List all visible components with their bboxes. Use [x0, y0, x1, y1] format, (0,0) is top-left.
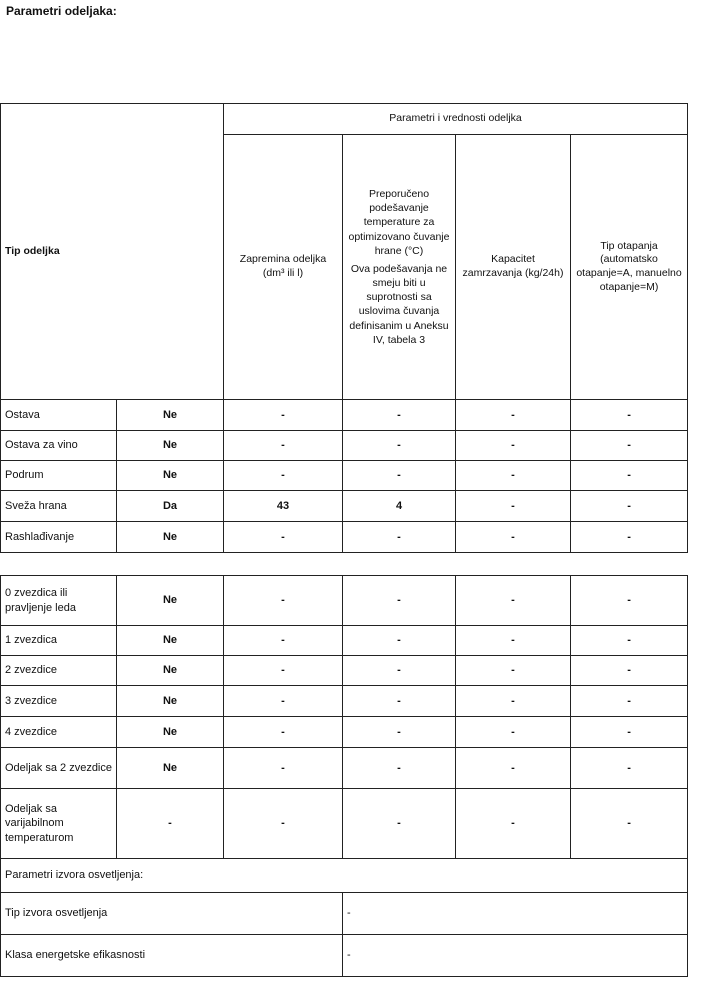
row-temp-cell: - — [343, 748, 456, 789]
row-present-cell: Ne — [117, 431, 224, 461]
row-present-cell: Ne — [117, 686, 224, 717]
row-defrost-cell: - — [571, 656, 688, 686]
row-defrost-cell: - — [571, 431, 688, 461]
row-defrost-cell: - — [571, 686, 688, 717]
table-row — [1, 431, 688, 461]
header-type-cell: Tip odeljka — [1, 104, 224, 400]
table-row — [1, 686, 688, 717]
row-freeze-cell: - — [456, 789, 571, 859]
row-volume-cell: - — [224, 748, 343, 789]
row-temp-cell: 4 — [343, 491, 456, 522]
lighting-type-value: - — [343, 893, 688, 935]
row-temp-cell: - — [343, 686, 456, 717]
row-defrost-cell: - — [571, 626, 688, 656]
table-row — [1, 717, 688, 748]
header-freeze-cell: Kapacitet zamrzavanja (kg/24h) — [456, 135, 571, 400]
row-volume-cell: - — [224, 522, 343, 553]
row-name-cell: 1 zvezdica — [1, 626, 117, 656]
row-freeze-cell: - — [456, 656, 571, 686]
row-defrost-cell: - — [571, 400, 688, 431]
row-defrost-cell: - — [571, 748, 688, 789]
lighting-class-label: Klasa energetske efikasnosti — [1, 935, 343, 977]
table-row — [1, 789, 688, 859]
header-temp-cell: Preporučeno podešavanje temperature za optimizovano čuvanje hrane (°C) Ova podešavanja ne smeju biti u suprotnosti sa uslovima čuvanja definisanim u Aneksu IV, tabela 3 — [343, 135, 456, 400]
row-temp-cell: - — [343, 400, 456, 431]
row-temp-cell: - — [343, 522, 456, 553]
row-defrost-cell: - — [571, 491, 688, 522]
row-freeze-cell: - — [456, 748, 571, 789]
table-row — [1, 576, 688, 626]
compartment-table — [0, 103, 688, 977]
table-row — [1, 626, 688, 656]
row-present-cell: Ne — [117, 461, 224, 491]
row-defrost-cell: - — [571, 717, 688, 748]
header-group-cell: Parametri i vrednosti odeljka — [224, 104, 688, 135]
row-defrost-cell: - — [571, 522, 688, 553]
gap-cell — [1, 553, 688, 576]
row-temp-cell: - — [343, 431, 456, 461]
row-temp-cell: - — [343, 576, 456, 626]
row-freeze-cell: - — [456, 717, 571, 748]
row-present-cell: - — [117, 789, 224, 859]
row-volume-cell: - — [224, 576, 343, 626]
row-defrost-cell: - — [571, 576, 688, 626]
row-volume-cell: - — [224, 789, 343, 859]
header-defrost-cell: Tip otapanja (automatsko otapanje=A, manuelno otapanje=M) — [571, 135, 688, 400]
row-temp-cell: - — [343, 789, 456, 859]
row-present-cell: Ne — [117, 522, 224, 553]
row-freeze-cell: - — [456, 400, 571, 431]
row-name-cell: Odeljak sa 2 zvezdice — [1, 748, 117, 789]
row-present-cell: Ne — [117, 748, 224, 789]
row-name-cell: Rashlađivanje — [1, 522, 117, 553]
row-present-cell: Ne — [117, 576, 224, 626]
row-freeze-cell: - — [456, 686, 571, 717]
row-freeze-cell: - — [456, 626, 571, 656]
table-row — [1, 461, 688, 491]
row-present-cell: Ne — [117, 400, 224, 431]
row-name-cell: 4 zvezdice — [1, 717, 117, 748]
row-name-cell: 0 zvezdica ili pravljenje leda — [1, 576, 117, 626]
row-name-cell: 2 zvezdice — [1, 656, 117, 686]
row-freeze-cell: - — [456, 431, 571, 461]
row-freeze-cell: - — [456, 576, 571, 626]
table-row — [1, 748, 688, 789]
row-present-cell: Ne — [117, 626, 224, 656]
table-row — [1, 656, 688, 686]
table-row — [1, 522, 688, 553]
row-volume-cell: 43 — [224, 491, 343, 522]
row-name-cell: Ostava za vino — [1, 431, 117, 461]
lighting-type-label: Tip izvora osvetljenja — [1, 893, 343, 935]
row-name-cell: Sveža hrana — [1, 491, 117, 522]
row-temp-cell: - — [343, 626, 456, 656]
row-present-cell: Da — [117, 491, 224, 522]
table-row — [1, 491, 688, 522]
row-volume-cell: - — [224, 626, 343, 656]
row-name-cell: 3 zvezdice — [1, 686, 117, 717]
row-volume-cell: - — [224, 400, 343, 431]
row-volume-cell: - — [224, 431, 343, 461]
row-volume-cell: - — [224, 686, 343, 717]
table-row — [1, 400, 688, 431]
row-volume-cell: - — [224, 656, 343, 686]
row-freeze-cell: - — [456, 461, 571, 491]
lighting-class-value: - — [343, 935, 688, 977]
row-temp-cell: - — [343, 717, 456, 748]
row-volume-cell: - — [224, 461, 343, 491]
page-title: Parametri odeljaka: — [6, 4, 117, 18]
row-name-cell: Odeljak sa varijabilnom temperaturom — [1, 789, 117, 859]
row-temp-cell: - — [343, 461, 456, 491]
section-gap — [1, 553, 688, 576]
header-volume-cell: Zapremina odeljka (dm³ ili l) — [224, 135, 343, 400]
row-present-cell: Ne — [117, 656, 224, 686]
row-defrost-cell: - — [571, 789, 688, 859]
row-name-cell: Podrum — [1, 461, 117, 491]
row-freeze-cell: - — [456, 522, 571, 553]
row-name-cell: Ostava — [1, 400, 117, 431]
row-present-cell: Ne — [117, 717, 224, 748]
lighting-title: Parametri izvora osvetljenja: — [1, 859, 688, 893]
row-defrost-cell: - — [571, 461, 688, 491]
row-volume-cell: - — [224, 717, 343, 748]
row-temp-cell: - — [343, 656, 456, 686]
row-freeze-cell: - — [456, 491, 571, 522]
